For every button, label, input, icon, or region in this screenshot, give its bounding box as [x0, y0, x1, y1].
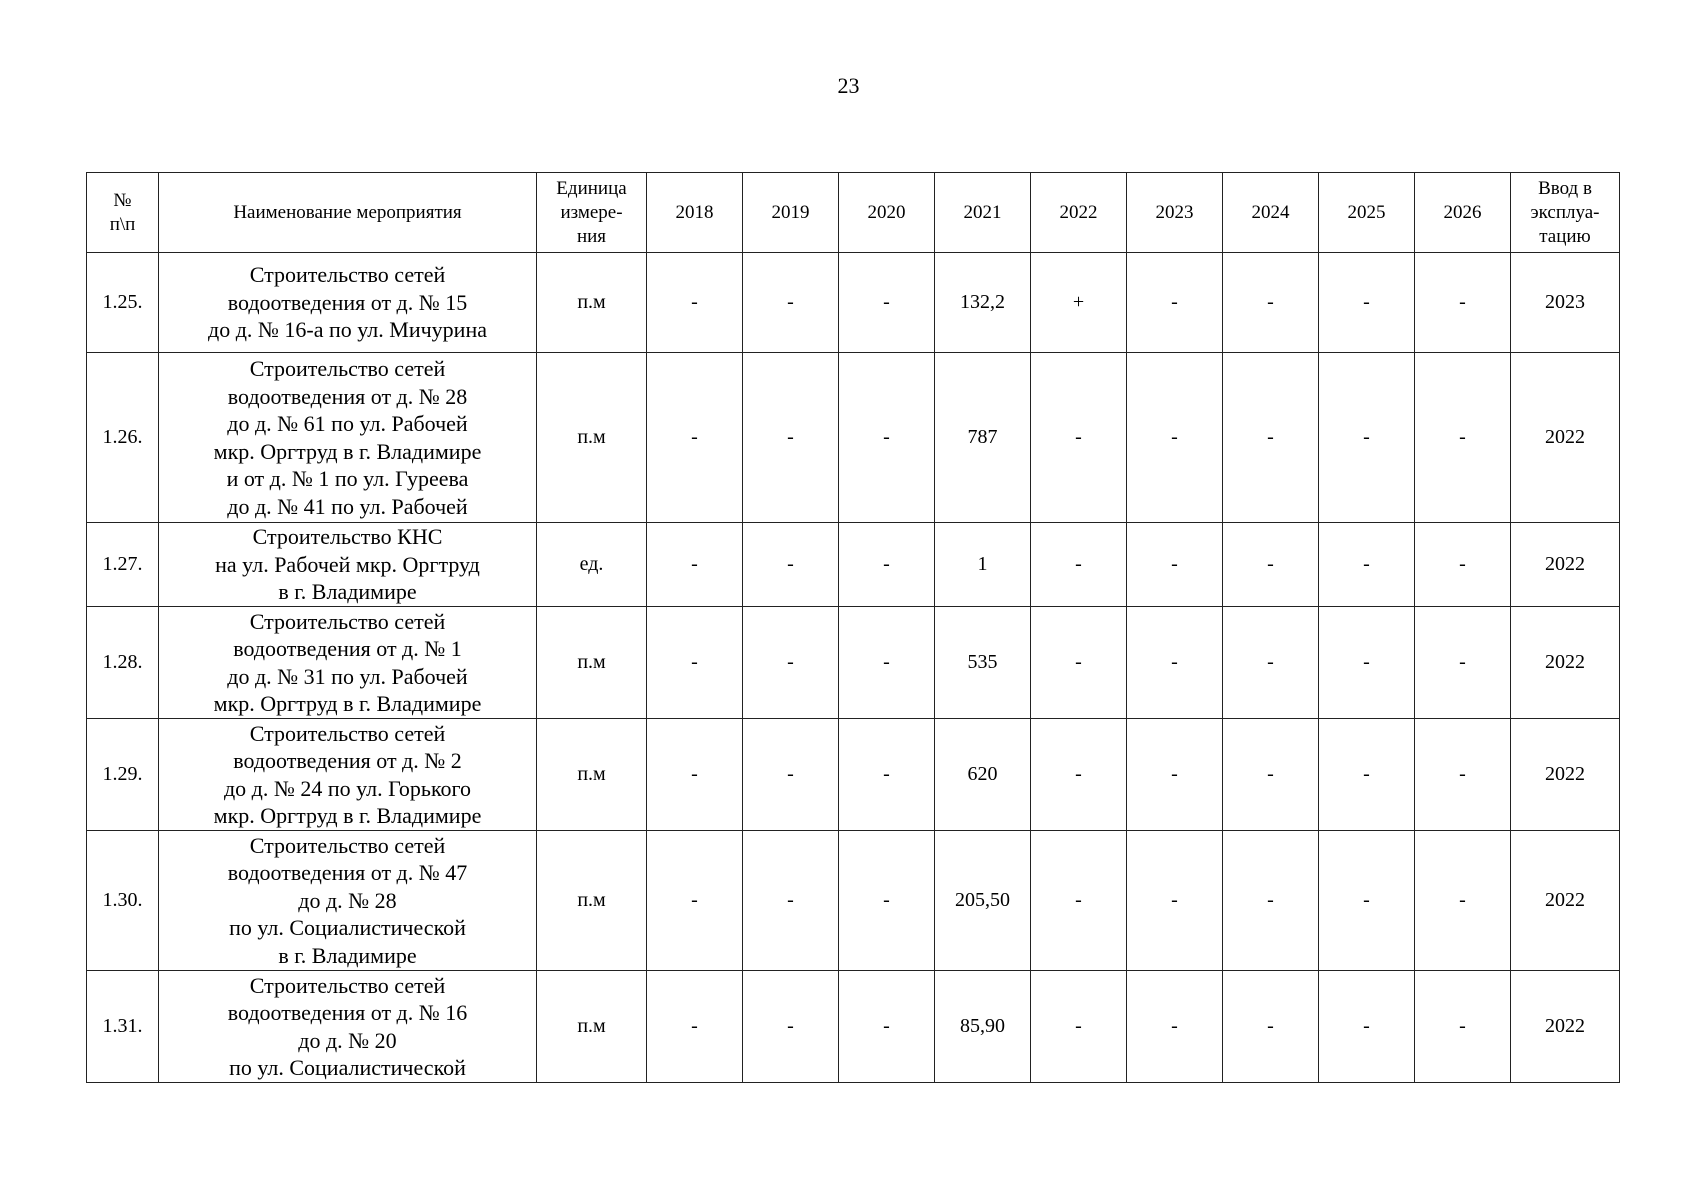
cell-2026: - — [1415, 253, 1511, 353]
header-commission-line: эксплуа- — [1530, 201, 1600, 223]
cell-2023: - — [1127, 353, 1223, 523]
cell-commission: 2022 — [1511, 607, 1620, 719]
cell-2024: - — [1223, 523, 1319, 607]
header-year-2026: 2026 — [1415, 173, 1511, 253]
cell-2022: - — [1031, 971, 1127, 1083]
cell-2021: 787 — [935, 353, 1031, 523]
cell-2019: - — [743, 719, 839, 831]
header-year-2018: 2018 — [647, 173, 743, 253]
name-line: до д. № 61 по ул. Рабочей — [227, 411, 468, 436]
cell-2026: - — [1415, 523, 1511, 607]
cell-num: 1.31. — [87, 971, 159, 1083]
cell-2019: - — [743, 353, 839, 523]
cell-2023: - — [1127, 607, 1223, 719]
cell-2026: - — [1415, 607, 1511, 719]
cell-2024: - — [1223, 607, 1319, 719]
name-line: в г. Владимире — [278, 579, 417, 605]
cell-2021: 85,90 — [935, 971, 1031, 1083]
header-year-2021: 2021 — [935, 173, 1031, 253]
cell-2018: - — [647, 719, 743, 831]
header-year-2019: 2019 — [743, 173, 839, 253]
name-line: Строительство сетей — [249, 720, 446, 746]
name-line: и от д. № 1 по ул. Гуреева — [226, 466, 469, 491]
measures-table — [86, 172, 1620, 1083]
cell-unit: п.м — [537, 719, 647, 831]
name-line: Строительство сетей — [249, 262, 446, 288]
cell-2025: - — [1319, 971, 1415, 1083]
cell-2025: - — [1319, 353, 1415, 523]
table-row — [87, 831, 1620, 971]
cell-name — [159, 353, 537, 523]
cell-2025: - — [1319, 607, 1415, 719]
header-num-line: № — [113, 189, 132, 211]
cell-num: 1.25. — [87, 253, 159, 353]
name-line: водоотведения от д. № 47 — [227, 860, 468, 886]
cell-2023: - — [1127, 831, 1223, 971]
name-line: до д. № 31 по ул. Рабочей — [227, 663, 468, 689]
cell-2024: - — [1223, 719, 1319, 831]
name-line: водоотведения от д. № 15 — [227, 289, 468, 315]
cell-2023: - — [1127, 971, 1223, 1083]
name-line: мкр. Оргтруд в г. Владимире — [213, 438, 482, 464]
cell-name — [159, 719, 537, 831]
name-line: Строительство сетей — [249, 608, 446, 634]
name-line: до д. № 16-а по ул. Мичурина — [208, 317, 487, 343]
cell-commission: 2023 — [1511, 253, 1620, 353]
name-line: на ул. Рабочей мкр. Оргтруд — [215, 551, 480, 577]
page-number: 23 — [837, 73, 860, 98]
cell-2025: - — [1319, 523, 1415, 607]
cell-unit: п.м — [537, 607, 647, 719]
cell-commission: 2022 — [1511, 523, 1620, 607]
cell-2020: - — [839, 719, 935, 831]
cell-2022: - — [1031, 523, 1127, 607]
cell-2018: - — [647, 353, 743, 523]
cell-num: 1.29. — [87, 719, 159, 831]
cell-2020: - — [839, 253, 935, 353]
cell-2021: 132,2 — [935, 253, 1031, 353]
cell-unit: п.м — [537, 353, 647, 523]
cell-unit: ед. — [537, 523, 647, 607]
cell-2018: - — [647, 607, 743, 719]
header-num — [87, 173, 159, 253]
header-commission-line: Ввод в — [1538, 177, 1592, 199]
table-row — [87, 719, 1620, 831]
cell-num: 1.27. — [87, 523, 159, 607]
table-row — [87, 607, 1620, 719]
cell-num: 1.30. — [87, 831, 159, 971]
header-year-2025: 2025 — [1319, 173, 1415, 253]
cell-2022: - — [1031, 607, 1127, 719]
cell-2020: - — [839, 831, 935, 971]
cell-2019: - — [743, 253, 839, 353]
cell-commission: 2022 — [1511, 353, 1620, 523]
header-year-2023: 2023 — [1127, 173, 1223, 253]
cell-2019: - — [743, 523, 839, 607]
name-line: водоотведения от д. № 2 — [233, 748, 462, 773]
cell-unit: п.м — [537, 971, 647, 1083]
cell-2026: - — [1415, 353, 1511, 523]
name-line: Строительство сетей — [249, 972, 446, 998]
cell-commission: 2022 — [1511, 971, 1620, 1083]
cell-2023: - — [1127, 719, 1223, 831]
header-name: Наименование мероприятия — [159, 173, 537, 253]
cell-2018: - — [647, 523, 743, 607]
cell-2022: - — [1031, 831, 1127, 971]
header-commission-line: тацию — [1539, 225, 1591, 247]
cell-unit: п.м — [537, 831, 647, 971]
name-line: водоотведения от д. № 28 — [227, 383, 468, 409]
cell-2021: 205,50 — [935, 831, 1031, 971]
cell-2026: - — [1415, 971, 1511, 1083]
table-row — [87, 353, 1620, 523]
cell-2025: - — [1319, 719, 1415, 831]
cell-2026: - — [1415, 831, 1511, 971]
cell-2023: - — [1127, 253, 1223, 353]
cell-2024: - — [1223, 353, 1319, 523]
header-unit — [537, 173, 647, 253]
name-line: в г. Владимире — [278, 942, 417, 968]
name-line: водоотведения от д. № 16 — [227, 1000, 468, 1025]
name-line: водоотведения от д. № 1 — [233, 636, 462, 661]
name-line: мкр. Оргтруд в г. Владимире — [213, 803, 482, 828]
name-line: Строительство КНС — [252, 524, 443, 550]
cell-2025: - — [1319, 831, 1415, 971]
cell-2022: - — [1031, 353, 1127, 523]
header-num-line: п\п — [109, 213, 136, 235]
name-line: до д. № 24 по ул. Горького — [223, 775, 472, 801]
cell-name — [159, 831, 537, 971]
name-line: Строительство сетей — [249, 356, 446, 381]
cell-unit: п.м — [537, 253, 647, 353]
header-unit-line: измере- — [560, 201, 623, 223]
header-unit-line: Единица — [556, 177, 627, 199]
cell-2020: - — [839, 523, 935, 607]
cell-2024: - — [1223, 971, 1319, 1083]
cell-2022: + — [1031, 253, 1127, 353]
cell-2023: - — [1127, 523, 1223, 607]
cell-name — [159, 523, 537, 607]
name-line: Строительство сетей — [249, 832, 446, 858]
header-year-2022: 2022 — [1031, 173, 1127, 253]
cell-commission: 2022 — [1511, 719, 1620, 831]
cell-2020: - — [839, 971, 935, 1083]
cell-2021: 620 — [935, 719, 1031, 831]
cell-2021: 1 — [935, 523, 1031, 607]
cell-2020: - — [839, 607, 935, 719]
cell-commission: 2022 — [1511, 831, 1620, 971]
cell-2022: - — [1031, 719, 1127, 831]
name-line: до д. № 28 — [298, 887, 397, 913]
cell-2018: - — [647, 831, 743, 971]
name-line: до д. № 20 — [298, 1027, 397, 1053]
table-header-row — [87, 173, 1620, 253]
cell-2019: - — [743, 831, 839, 971]
name-line: до д. № 41 по ул. Рабочей — [227, 493, 468, 519]
cell-2021: 535 — [935, 607, 1031, 719]
cell-2019: - — [743, 971, 839, 1083]
cell-name — [159, 971, 537, 1083]
cell-num: 1.28. — [87, 607, 159, 719]
cell-2024: - — [1223, 831, 1319, 971]
name-line: по ул. Социалистической — [229, 1055, 466, 1080]
cell-2026: - — [1415, 719, 1511, 831]
cell-name — [159, 607, 537, 719]
cell-num: 1.26. — [87, 353, 159, 523]
header-year-2024: 2024 — [1223, 173, 1319, 253]
header-year-2020: 2020 — [839, 173, 935, 253]
table-row — [87, 523, 1620, 607]
cell-2018: - — [647, 971, 743, 1083]
header-unit-line: ния — [576, 225, 607, 247]
cell-2025: - — [1319, 253, 1415, 353]
cell-2020: - — [839, 353, 935, 523]
cell-2019: - — [743, 607, 839, 719]
table-row — [87, 971, 1620, 1083]
cell-2018: - — [647, 253, 743, 353]
header-commission — [1511, 173, 1620, 253]
cell-2024: - — [1223, 253, 1319, 353]
cell-name — [159, 253, 537, 353]
table-row — [87, 253, 1620, 353]
name-line: мкр. Оргтруд в г. Владимире — [213, 691, 482, 716]
name-line: по ул. Социалистической — [229, 915, 466, 941]
